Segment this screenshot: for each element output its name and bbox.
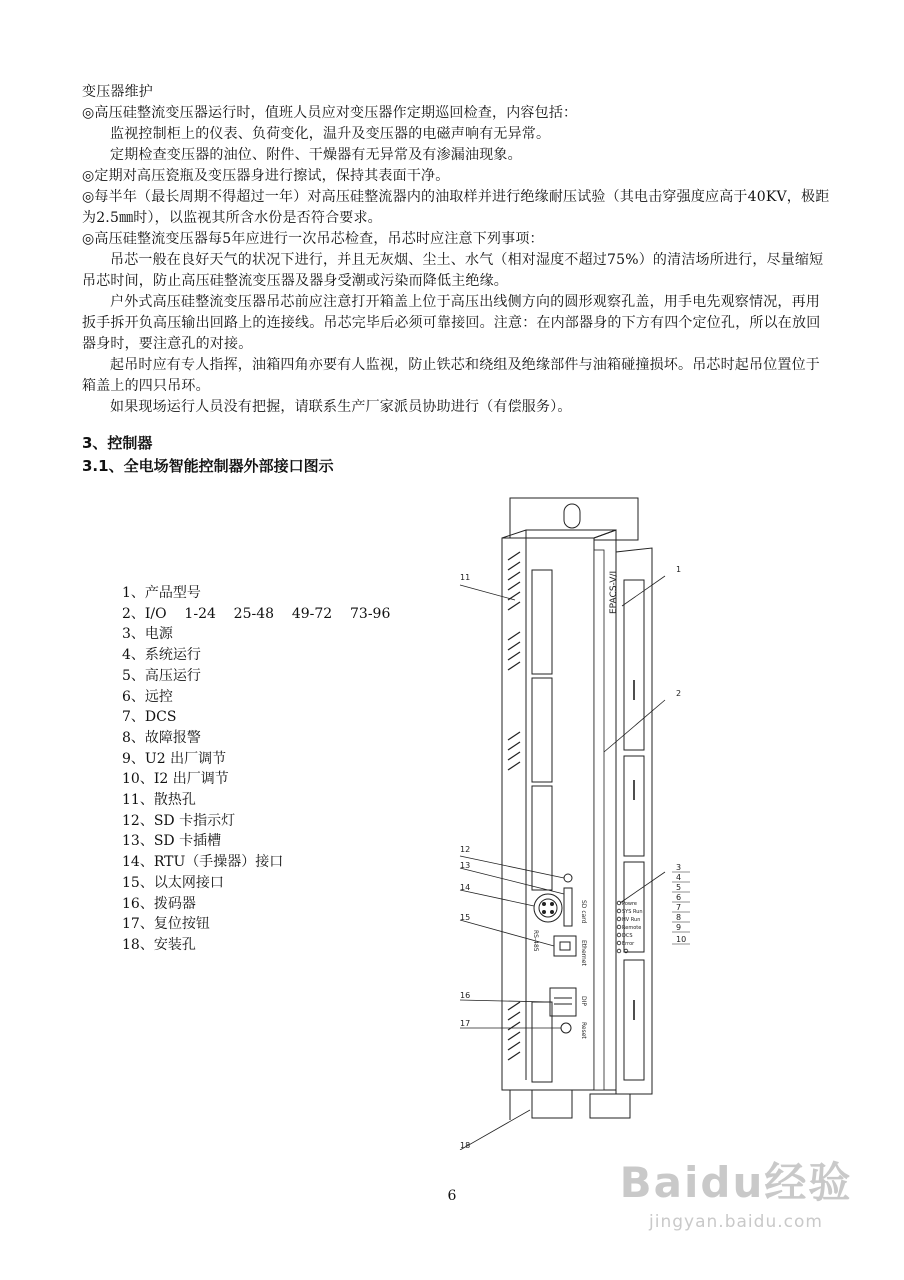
callout-18: 18 [460, 1141, 471, 1150]
legend-item: 11、散热孔 [122, 792, 196, 809]
dip-label: DIP [580, 996, 587, 1007]
callout-5: 5 [676, 883, 682, 892]
legend-item: 9、U2 出厂调节 [122, 750, 227, 767]
legend-item: 6、远控 [122, 688, 173, 705]
legend-item: 8、故障报警 [122, 729, 201, 746]
watermark-url: jingyan.baidu.com [649, 1212, 823, 1232]
paragraph-outdoor-core: 户外式高压硅整流变压器吊芯前应注意打开箱盖上位于高压出线侧方向的圆形观察孔盖，用手电先观察情况，再用扳手拆开负高压输出回路上的连接线。吊芯完毕后必须可靠接回。注意：在内部器身的下方有四个定位孔，所以在放回器身时，要注意孔的对接。 [82, 294, 821, 352]
legend-item: 4、系统运行 [122, 647, 201, 664]
legend-item: 14、RTU（手操器）接口 [122, 854, 284, 871]
watermark-logo: Baidu经验 [619, 1158, 853, 1207]
led-label: HV Run [622, 917, 641, 923]
callout-16: 16 [460, 991, 471, 1000]
legend-item: 16、拨码器 [122, 895, 196, 912]
paragraph-core-weather: 吊芯一般在良好天气的状况下进行，并且无灰烟、尘土、水气（相对湿度不超过75%）的清洁场所进行，尽量缩短吊芯时间，防止高压硅整流变压器及器身受潮或污染而降低主绝缘。 [82, 252, 824, 289]
paragraph-lifting: 起吊时应有专人指挥，油箱四角亦要有人监视，防止铁芯和绕组及绝缘部件与油箱碰撞损坏。吊芯时起吊位置位于箱盖上的四只吊环。 [82, 357, 820, 394]
paragraph-oil-sampling: ◎每半年（最长周期不得超过一年）对高压硅整流器内的油取样并进行绝缘耐压试验（其电击穿强度应高于40KV，极距为2.5㎜时），以监视其所含水份是否符合要求。 [82, 189, 830, 226]
callout-15: 15 [460, 913, 471, 922]
callout-13: 13 [460, 861, 471, 870]
paragraph-clean-insulators: ◎定期对高压瓷瓶及变压器身进行擦试，保持其表面干净。 [82, 168, 450, 184]
terminal-strip [594, 550, 604, 1090]
heading-controller: 3、控制器 [82, 434, 153, 452]
callout-1: 1 [676, 565, 682, 574]
callout-14: 14 [460, 883, 471, 892]
rtu-port-icon [534, 894, 562, 922]
sd-card-label: SD card [580, 900, 587, 924]
model-label: EPACS-V/I [609, 570, 619, 614]
paragraph-core-inspection: ◎高压硅整流变压器每5年应进行一次吊芯检查，吊芯时应注意下列事项： [82, 231, 544, 247]
legend-item: 5、高压运行 [122, 667, 201, 684]
callout-7: 7 [676, 903, 682, 912]
paragraph-check-oil-level: 定期检查变压器的油位、附件、干燥器有无异常及有渗漏油现象。 [110, 147, 522, 163]
callout-6: 6 [676, 893, 682, 902]
heading-controller-interfaces: 3.1、全电场智能控制器外部接口图示 [82, 457, 334, 475]
page-number: 6 [447, 1188, 457, 1204]
baidu-jingyan-watermark [616, 1150, 856, 1260]
led-label: Remote [622, 925, 642, 931]
callout-3: 3 [676, 863, 682, 872]
led-label: Error [622, 941, 635, 947]
mounting-feet [510, 1090, 630, 1120]
led-label: SYS Run [622, 909, 643, 915]
rs485-label: RS-485 [532, 930, 539, 952]
legend-item: 18、安装孔 [122, 936, 196, 953]
paragraph-contact-manufacturer: 如果现场运行人员没有把握，请联系生产厂家派员协助进行（有偿服务）。 [110, 399, 572, 415]
legend-item: 12、SD 卡指示灯 [122, 812, 236, 829]
callout-11: 11 [460, 573, 471, 582]
callout-2: 2 [676, 689, 682, 698]
callout-10: 10 [676, 935, 687, 944]
callout-9: 9 [676, 923, 682, 932]
section-title-transformer-maintenance: 变压器维护 [82, 84, 153, 100]
reset-label: Reset [580, 1022, 587, 1039]
front-panel [616, 548, 652, 1094]
legend-item: 3、电源 [122, 626, 173, 643]
legend-item: 17、复位按钮 [122, 916, 210, 933]
ethernet-label: Ethernet [580, 940, 587, 966]
led-label: Powre [622, 901, 638, 907]
mounting-plate [510, 498, 638, 540]
legend-item: 2、I/O 1-24 25-48 49-72 73-96 [122, 605, 391, 622]
legend-item: 7、DCS [122, 709, 177, 726]
interface-legend [122, 583, 390, 956]
controller-diagram [440, 490, 740, 1150]
callout-4: 4 [676, 873, 682, 882]
legend-item: 10、I2 出厂调节 [122, 771, 229, 788]
legend-item: 1、产品型号 [122, 585, 201, 601]
callout-8: 8 [676, 913, 682, 922]
paragraph-monitor-instruments: 监视控制柜上的仪表、负荷变化，温升及变压器的电磁声响有无异常。 [110, 126, 551, 142]
legend-item: 15、以太网接口 [122, 874, 224, 891]
paragraph-inspection-intro: ◎高压硅整流变压器运行时，值班人员应对变压器作定期巡回检查，内容包括： [82, 105, 578, 121]
callout-12: 12 [460, 845, 471, 854]
callout-17: 17 [460, 1019, 471, 1028]
legend-item: 13、SD 卡插槽 [122, 833, 222, 850]
io-module-covers [532, 570, 552, 1082]
led-label: DCS [622, 933, 633, 939]
